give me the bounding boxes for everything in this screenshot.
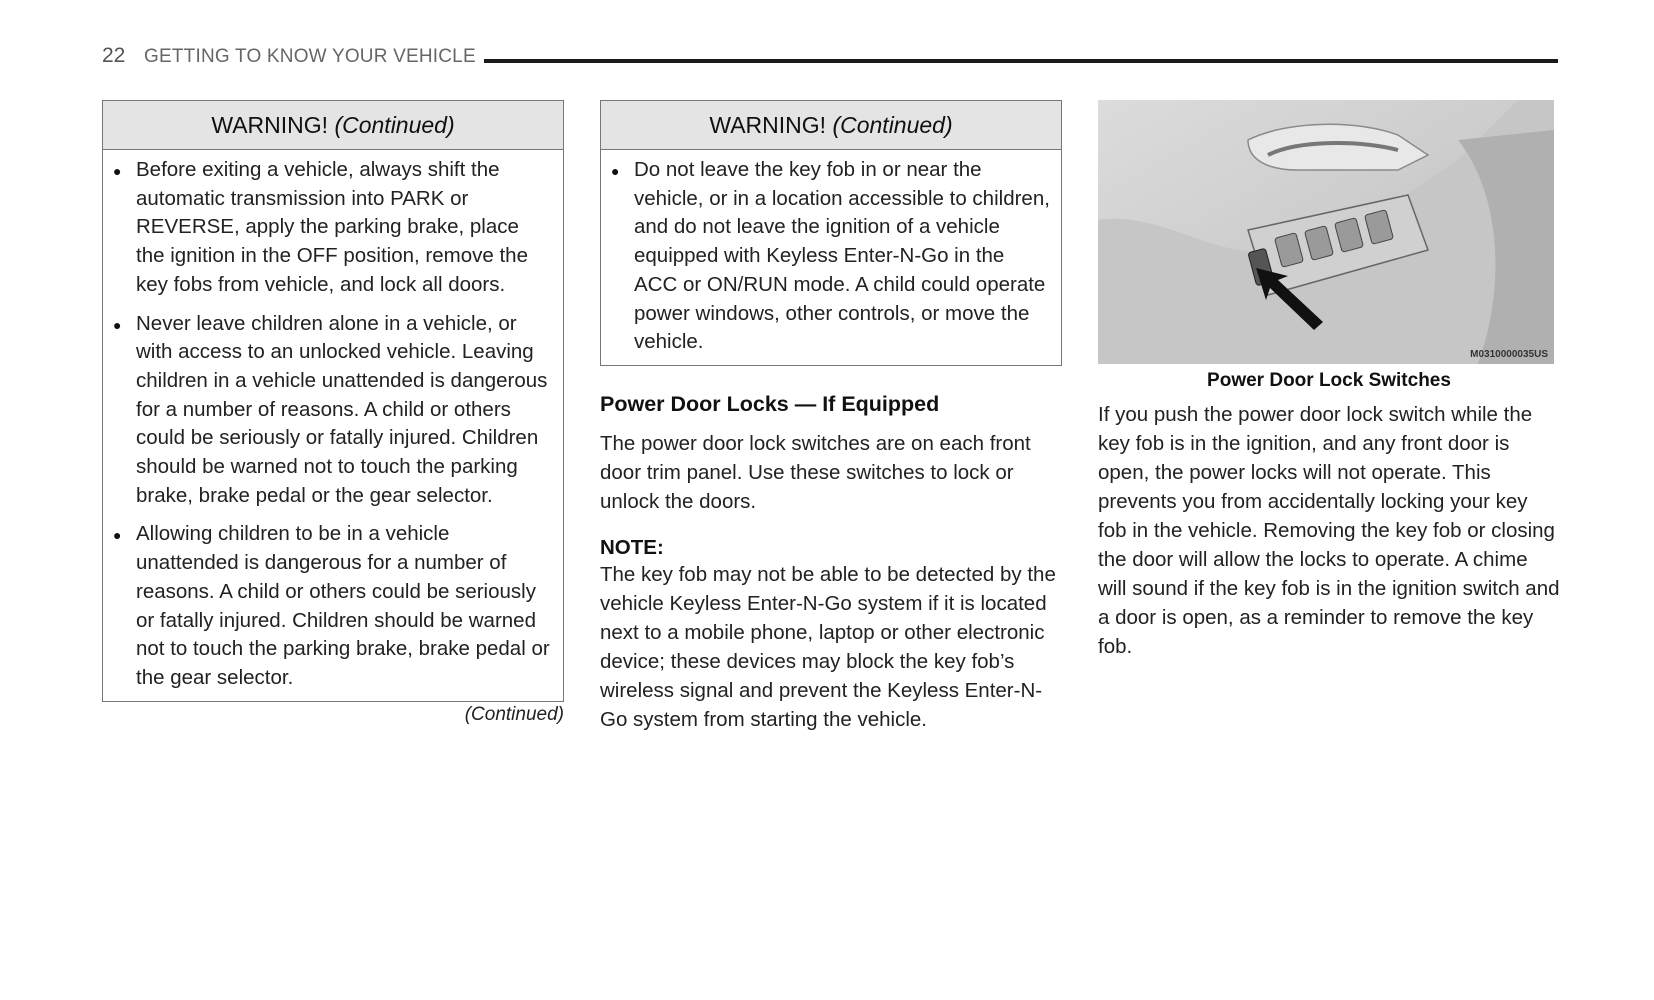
page-number: 22	[102, 44, 126, 67]
column-3	[1098, 100, 1560, 661]
door-panel-illustration	[1098, 100, 1554, 364]
body-paragraph: If you push the power door lock switch while the key fob is in the ignition, and any front door is open, the power locks will not operate. This prevents you from accidentally locking your key fob in the vehicle. Removing the key fob or closing the door will allow the locks to operate. A chime will sound if the key fob is in the ignition switch and a door is open, as a reminder to remove the key fob.	[1098, 403, 1560, 658]
warning-box	[102, 100, 564, 702]
warning-subtitle: (Continued)	[334, 112, 455, 138]
figure-id: M0310000035US	[1470, 349, 1548, 360]
bullet-icon: ●	[113, 163, 122, 179]
warning-subtitle: (Continued)	[832, 112, 953, 138]
warning-body	[601, 150, 1061, 365]
warning-bullet	[611, 156, 1051, 357]
bullet-icon: ●	[611, 163, 620, 179]
header-rule	[484, 59, 1558, 63]
warning-bullet-text: Never leave children alone in a vehicle, or with access to an unlocked vehicle. Leaving children in a vehicle unattended is dangerous for a number of reasons. A child or others could be seriously or fatally injured. Children should be warned not to touch the parking brake, brake pedal or the gear selector.	[136, 311, 548, 507]
warning-box	[600, 100, 1062, 366]
section-title: GETTING TO KNOW YOUR VEHICLE	[144, 46, 476, 67]
warning-header	[103, 101, 563, 150]
warning-bullet-text: Allowing children to be in a vehicle unattended is dangerous for a number of reasons. A child or others could be seriously or fatally injured. Children should be warned not to touch the parking brake, brake pedal or the gear selector.	[136, 522, 550, 689]
body-paragraph: The power door lock switches are on each front door trim panel. Use these switches to lock or unlock the doors.	[600, 431, 1031, 513]
continued-label: (Continued)	[464, 703, 564, 725]
bullet-icon: ●	[113, 316, 122, 333]
warning-title: WARNING!	[211, 112, 329, 138]
warning-bullet-text: Before exiting a vehicle, always shift the automatic transmission into PARK or REVERSE, apply the parking brake, place the ignition in the OFF position, remove the key fobs from vehicle, and lock all doors.	[136, 158, 528, 296]
note-label: NOTE:	[600, 535, 664, 559]
column-1	[102, 100, 564, 726]
warning-header	[601, 101, 1061, 150]
section-heading: Power Door Locks — If Equipped	[600, 391, 940, 416]
column-2	[600, 100, 1062, 734]
warning-bullet	[113, 310, 553, 511]
page-header	[102, 44, 1558, 72]
door-lock-figure	[1098, 100, 1554, 364]
bullet-icon: ●	[113, 527, 122, 544]
warning-bullet	[113, 520, 553, 692]
warning-bullet	[113, 156, 553, 300]
figure-caption: Power Door Lock Switches	[1207, 370, 1451, 391]
warning-bullet-text: Do not leave the key fob in or near the vehicle, or in a location accessible to children, and do not leave the ignition of a vehicle equipped with Keyless Enter-N-Go in the ACC or ON/RUN mode. A child could operate power windows, other controls, or move the vehicle.	[634, 158, 1050, 354]
warning-body	[103, 150, 563, 701]
note-text: The key fob may not be able to be detected by the vehicle Keyless Enter-N-Go system if it is located next to a mobile phone, laptop or other electronic device; these devices may block the key fob’s wireless signal and prevent the Keyless Enter-N-Go system from starting the vehicle.	[600, 562, 1056, 731]
warning-title: WARNING!	[709, 112, 827, 138]
